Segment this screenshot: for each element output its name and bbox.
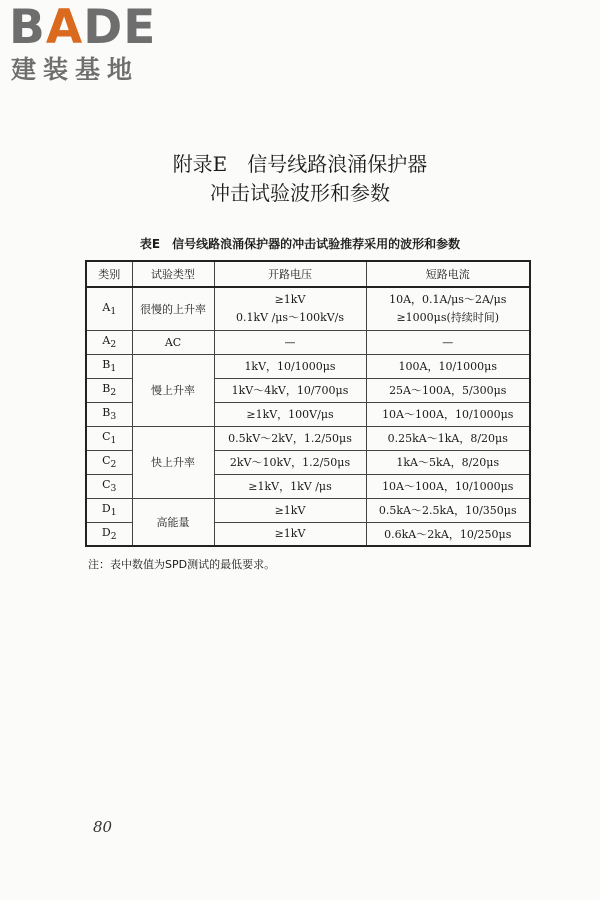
- category-cell: $A_1$: [86, 287, 132, 330]
- category-cell: $C_1$: [86, 426, 132, 450]
- header-short-circuit-current: 短路电流: [366, 261, 530, 287]
- header-test-type: 试验类型: [132, 261, 214, 287]
- test-type-cell: AC: [132, 330, 214, 354]
- table-row: [86, 354, 530, 378]
- voltage-cell: —: [214, 330, 366, 354]
- category-cell: $B_2$: [86, 378, 132, 402]
- test-type-cell: 很慢的上升率: [132, 287, 214, 330]
- voltage-cell: ≥1kV，1kV /μs: [214, 474, 366, 498]
- test-type-cell: 高能量: [132, 498, 214, 546]
- current-cell: 0.6kA～2kA，10/250μs: [366, 522, 530, 546]
- voltage-cell: 1kV，10/1000μs: [214, 354, 366, 378]
- test-type-cell: 慢上升率: [132, 354, 214, 426]
- current-cell: 1kA～5kA，8/20μs: [366, 450, 530, 474]
- category-cell: $D_1$: [86, 498, 132, 522]
- header-category: 类别: [86, 261, 132, 287]
- table-row: [86, 426, 530, 450]
- voltage-cell: ≥1kV 0.1kV /μs～100kV/s: [214, 287, 366, 330]
- category-cell: $C_3$: [86, 474, 132, 498]
- voltage-cell: ≥1kV: [214, 498, 366, 522]
- voltage-cell: ≥1kV: [214, 522, 366, 546]
- table-row: [86, 498, 530, 522]
- category-cell: $C_2$: [86, 450, 132, 474]
- current-cell: 100A，10/1000μs: [366, 354, 530, 378]
- category-cell: $D_2$: [86, 522, 132, 546]
- voltage-cell: 2kV～10kV，1.2/50μs: [214, 450, 366, 474]
- category-cell: $A_2$: [86, 330, 132, 354]
- current-cell: 25A～100A，5/300μs: [366, 378, 530, 402]
- current-cell: —: [366, 330, 530, 354]
- test-type-cell: 快上升率: [132, 426, 214, 498]
- logo-wordmark: BADE: [9, 0, 157, 55]
- header-open-circuit-voltage: 开路电压: [214, 261, 366, 287]
- current-cell: 0.25kA～1kA，8/20μs: [366, 426, 530, 450]
- category-cell: $B_3$: [86, 402, 132, 426]
- logo-subtitle: 建装基地: [11, 55, 140, 84]
- current-cell: 10A～100A，10/1000μs: [366, 474, 530, 498]
- current-cell: 10A，0.1A/μs～2A/μs ≥1000μs(持续时间): [366, 287, 530, 330]
- surge-test-table: [85, 260, 531, 547]
- table-row: [86, 287, 530, 330]
- table-caption: 表E 信号线路浪涌保护器的冲击试验推荐采用的波形和参数: [139, 237, 461, 251]
- appendix-title: 附录E 信号线路浪涌保护器: [172, 152, 428, 176]
- voltage-cell: 0.5kV～2kV，1.2/50μs: [214, 426, 366, 450]
- voltage-cell: ≥1kV，100V/μs: [214, 402, 366, 426]
- table-row: [86, 330, 530, 354]
- page-number: 80: [93, 818, 113, 836]
- voltage-cell: 1kV～4kV，10/700μs: [214, 378, 366, 402]
- table-header-row: [86, 261, 530, 287]
- category-cell: $B_1$: [86, 354, 132, 378]
- bade-logo: [9, 0, 174, 88]
- current-cell: 0.5kA～2.5kA，10/350μs: [366, 498, 530, 522]
- table-note: 注：表中数值为SPD测试的最低要求。: [88, 558, 276, 571]
- appendix-subtitle: 冲击试验波形和参数: [210, 181, 390, 205]
- current-cell: 10A～100A，10/1000μs: [366, 402, 530, 426]
